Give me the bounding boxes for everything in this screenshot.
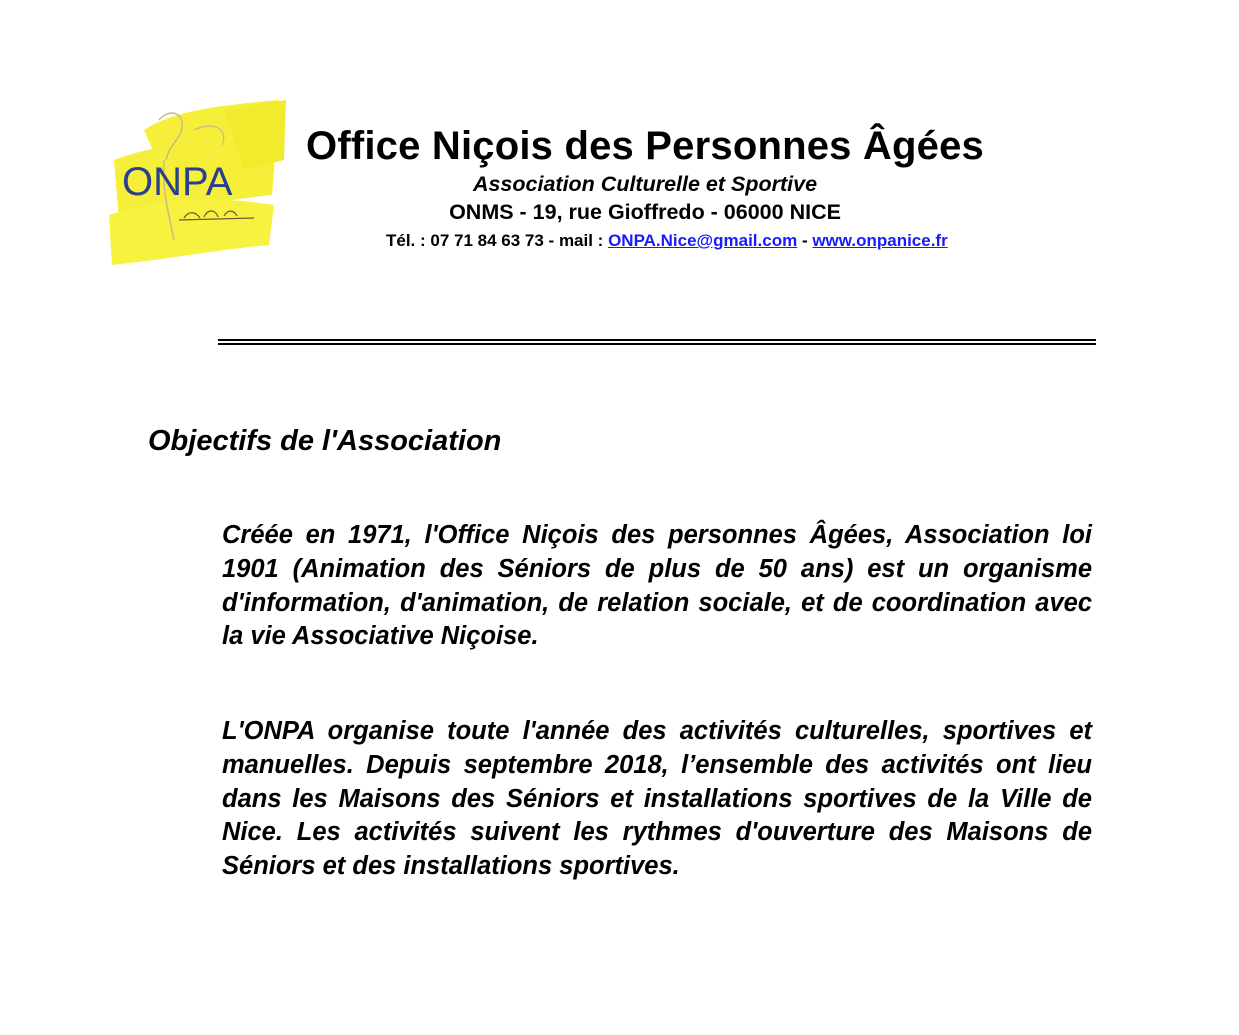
phone-text: Tél. : 07 71 84 63 73 - mail :: [386, 231, 609, 250]
header-divider-top: [218, 339, 1096, 341]
logo-text: ONPA: [122, 160, 233, 204]
contact-separator: -: [797, 231, 813, 250]
address: ONMS - 19, rue Gioffredo - 06000 NICE: [449, 200, 841, 224]
page-title: Office Niçois des Personnes Âgées: [306, 124, 984, 168]
contact-line: [386, 231, 948, 251]
paragraph-history: Créée en 1971, l'Office Niçois des personnes Âgées, Association loi 1901 (Animation des Séniors de plus de 50 ans) est un organisme d'information, d'animation, de relation sociale, et de coordination avec la vie Associative Niçoise.: [222, 521, 1092, 651]
header-divider-bottom: [218, 343, 1096, 345]
website-link[interactable]: www.onpanice.fr: [812, 231, 948, 250]
section-title: Objectifs de l'Association: [148, 425, 502, 457]
association-subtitle: Association Culturelle et Sportive: [472, 172, 818, 196]
paragraph-activities: L'ONPA organise toute l'année des activités culturelles, sportives et manuelles. Depuis septembre 2018, l’ensemble des activités ont lieu dans les Maisons des Séniors et installations sportives de la Ville de Nice. Les activités suivent les rythmes d'ouverture des Maisons de Séniors et des installations sportives.: [222, 717, 1092, 881]
email-link[interactable]: ONPA.Nice@gmail.com: [608, 231, 798, 250]
